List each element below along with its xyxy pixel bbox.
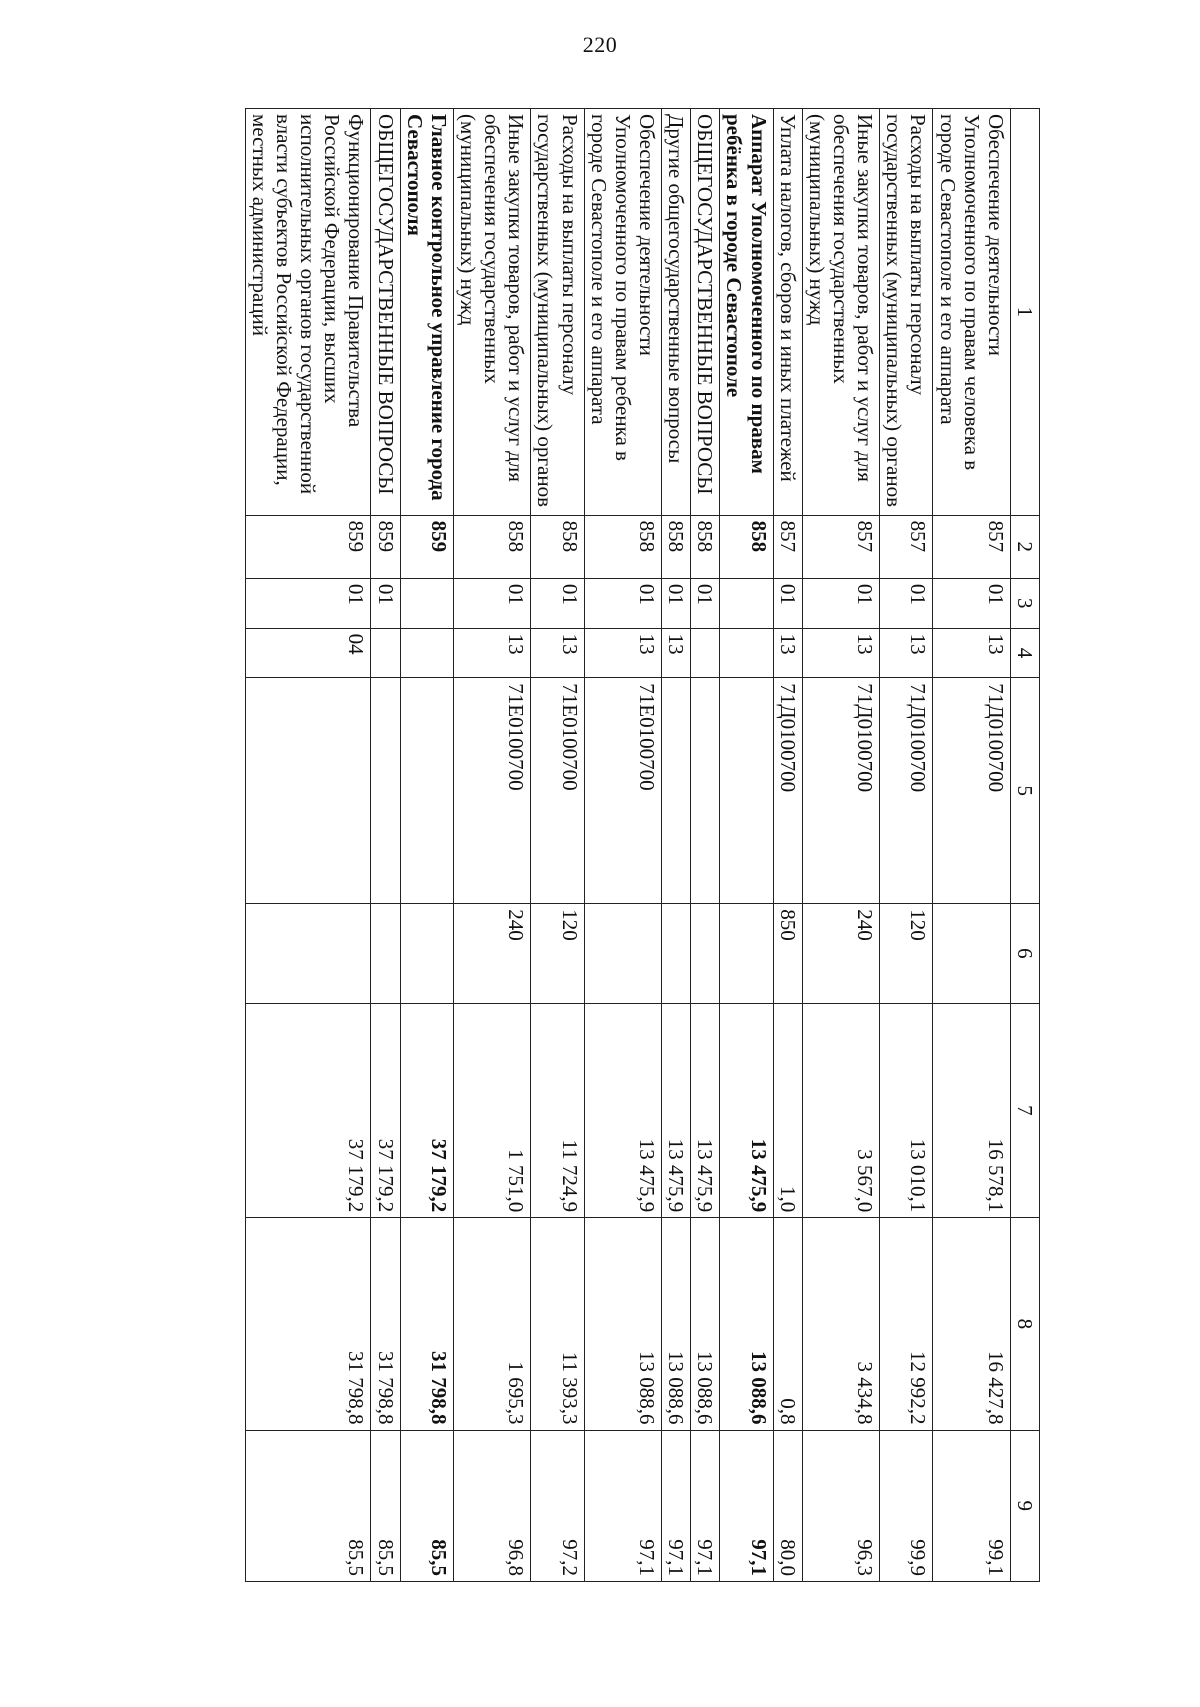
executed-amount: 13 088,6 — [691, 1218, 720, 1430]
rotated-table-container — [200, 108, 1040, 1582]
subsection-code — [720, 628, 773, 678]
section-code: 01 — [584, 578, 661, 628]
target-article-code: 71Е0100700 — [531, 678, 584, 904]
execution-percent: 97,2 — [531, 1430, 584, 1581]
table-row — [720, 109, 773, 1582]
section-code: 01 — [691, 578, 720, 628]
execution-percent: 97,1 — [720, 1430, 773, 1581]
planned-amount: 13 475,9 — [720, 1003, 773, 1218]
planned-amount: 1,0 — [773, 1003, 802, 1218]
column-header-1: 1 — [1010, 109, 1039, 516]
subsection-code — [400, 628, 453, 678]
section-code: 01 — [933, 578, 1010, 628]
table-row — [691, 109, 720, 1582]
expense-type-code: 120 — [880, 904, 933, 1003]
expense-type-code: 240 — [453, 904, 530, 1003]
executed-amount: 31 798,8 — [400, 1218, 453, 1430]
column-header-8: 8 — [1010, 1218, 1039, 1430]
admin-code: 858 — [584, 515, 661, 578]
row-label: Главное контрольное управление города Севастополя — [400, 109, 453, 516]
expense-type-code — [691, 904, 720, 1003]
admin-code: 858 — [691, 515, 720, 578]
page-number: 220 — [582, 32, 618, 57]
section-code: 01 — [453, 578, 530, 628]
table-row — [933, 109, 1010, 1582]
target-article-code — [662, 678, 691, 904]
expense-type-code — [371, 904, 400, 1003]
target-article-code: 71Д0100700 — [933, 678, 1010, 904]
planned-amount: 3 567,0 — [802, 1003, 879, 1218]
execution-percent: 85,5 — [371, 1430, 400, 1581]
execution-percent: 80,0 — [773, 1430, 802, 1581]
executed-amount: 31 798,8 — [371, 1218, 400, 1430]
subsection-code — [371, 628, 400, 678]
target-article-code — [400, 678, 453, 904]
subsection-code: 13 — [802, 628, 879, 678]
section-code: 01 — [662, 578, 691, 628]
admin-code: 857 — [773, 515, 802, 578]
admin-code: 858 — [720, 515, 773, 578]
subsection-code: 13 — [933, 628, 1010, 678]
execution-percent: 99,9 — [880, 1430, 933, 1581]
target-article-code: 71Д0100700 — [880, 678, 933, 904]
admin-code: 859 — [245, 515, 371, 578]
expense-type-code: 240 — [802, 904, 879, 1003]
executed-amount: 13 088,6 — [584, 1218, 661, 1430]
planned-amount: 11 724,9 — [531, 1003, 584, 1218]
expense-type-code — [933, 904, 1010, 1003]
row-label: Иные закупки товаров, работ и услуг для обеспечения государственных (муниципальных) нужд — [453, 109, 530, 516]
column-header-3: 3 — [1010, 578, 1039, 628]
execution-percent: 97,1 — [584, 1430, 661, 1581]
planned-amount: 13 010,1 — [880, 1003, 933, 1218]
expense-type-code: 850 — [773, 904, 802, 1003]
target-article-code: 71Д0100700 — [802, 678, 879, 904]
executed-amount: 13 088,6 — [720, 1218, 773, 1430]
executed-amount: 11 393,3 — [531, 1218, 584, 1430]
row-label: Иные закупки товаров, работ и услуг для обеспечения государственных (муниципальных) нужд — [802, 109, 879, 516]
column-header-5: 5 — [1010, 678, 1039, 904]
subsection-code: 13 — [773, 628, 802, 678]
planned-amount: 13 475,9 — [691, 1003, 720, 1218]
row-label: Другие общегосударственные вопросы — [662, 109, 691, 516]
admin-code: 859 — [400, 515, 453, 578]
expense-type-code — [584, 904, 661, 1003]
subsection-code: 13 — [880, 628, 933, 678]
table-row — [662, 109, 691, 1582]
row-label: Аппарат Уполномоченного по правам ребёнка в городе Севастополе — [720, 109, 773, 516]
subsection-code: 13 — [584, 628, 661, 678]
target-article-code: 71Е0100700 — [453, 678, 530, 904]
executed-amount: 1 695,3 — [453, 1218, 530, 1430]
row-label: Функционирование Правительства Российской Федерации, высших исполнительных органов государственной власти субъектов Российской Федерации, местных администраций — [245, 109, 371, 516]
executed-amount: 12 992,2 — [880, 1218, 933, 1430]
column-header-7: 7 — [1010, 1003, 1039, 1218]
table-row — [531, 109, 584, 1582]
table-row — [880, 109, 933, 1582]
planned-amount: 1 751,0 — [453, 1003, 530, 1218]
planned-amount: 13 475,9 — [584, 1003, 661, 1218]
execution-percent: 85,5 — [400, 1430, 453, 1581]
target-article-code: 71Д0100700 — [773, 678, 802, 904]
expense-type-code — [400, 904, 453, 1003]
executed-amount: 31 798,8 — [245, 1218, 371, 1430]
admin-code: 859 — [371, 515, 400, 578]
table-body — [245, 109, 1010, 1582]
target-article-code: 71Е0100700 — [584, 678, 661, 904]
column-header-4: 4 — [1010, 628, 1039, 678]
target-article-code — [245, 678, 371, 904]
execution-percent: 97,1 — [691, 1430, 720, 1581]
row-label: Обеспечение деятельности Уполномоченного по правам человека в городе Севастополе и его аппарата — [933, 109, 1010, 516]
planned-amount: 37 179,2 — [245, 1003, 371, 1218]
execution-percent: 96,8 — [453, 1430, 530, 1581]
expense-type-code — [245, 904, 371, 1003]
section-code — [720, 578, 773, 628]
budget-table — [245, 108, 1040, 1582]
admin-code: 857 — [880, 515, 933, 578]
execution-percent: 85,5 — [245, 1430, 371, 1581]
table-row — [453, 109, 530, 1582]
table-row — [802, 109, 879, 1582]
section-code: 01 — [245, 578, 371, 628]
row-label: ОБЩЕГОСУДАРСТВЕННЫЕ ВОПРОСЫ — [691, 109, 720, 516]
section-code: 01 — [802, 578, 879, 628]
table-row — [245, 109, 371, 1582]
row-label: Уплата налогов, сборов и иных платежей — [773, 109, 802, 516]
subsection-code: 13 — [662, 628, 691, 678]
section-code: 01 — [371, 578, 400, 628]
admin-code: 858 — [531, 515, 584, 578]
section-code — [400, 578, 453, 628]
column-header-6: 6 — [1010, 904, 1039, 1003]
admin-code: 857 — [933, 515, 1010, 578]
table-row — [773, 109, 802, 1582]
column-header-2: 2 — [1010, 515, 1039, 578]
section-code: 01 — [773, 578, 802, 628]
planned-amount: 13 475,9 — [662, 1003, 691, 1218]
executed-amount: 0,8 — [773, 1218, 802, 1430]
expense-type-code — [662, 904, 691, 1003]
table-row — [400, 109, 453, 1582]
row-label: ОБЩЕГОСУДАРСТВЕННЫЕ ВОПРОСЫ — [371, 109, 400, 516]
column-header-9: 9 — [1010, 1430, 1039, 1581]
subsection-code: 13 — [453, 628, 530, 678]
row-label: Расходы на выплаты персоналу государственных (муниципальных) органов — [531, 109, 584, 516]
admin-code: 858 — [453, 515, 530, 578]
executed-amount: 3 434,8 — [802, 1218, 879, 1430]
section-code: 01 — [531, 578, 584, 628]
table-header-row — [1010, 109, 1039, 1582]
planned-amount: 16 578,1 — [933, 1003, 1010, 1218]
target-article-code — [371, 678, 400, 904]
expense-type-code — [720, 904, 773, 1003]
expense-type-code: 120 — [531, 904, 584, 1003]
table-row — [584, 109, 661, 1582]
execution-percent: 96,3 — [802, 1430, 879, 1581]
execution-percent: 99,1 — [933, 1430, 1010, 1581]
executed-amount: 13 088,6 — [662, 1218, 691, 1430]
row-label: Обеспечение деятельности Уполномоченного по правам ребенка в городе Севастополе и его аппарата — [584, 109, 661, 516]
row-label: Расходы на выплаты персоналу государственных (муниципальных) органов — [880, 109, 933, 516]
subsection-code: 13 — [531, 628, 584, 678]
admin-code: 857 — [802, 515, 879, 578]
target-article-code — [691, 678, 720, 904]
planned-amount: 37 179,2 — [400, 1003, 453, 1218]
table-row — [371, 109, 400, 1582]
subsection-code: 04 — [245, 628, 371, 678]
planned-amount: 37 179,2 — [371, 1003, 400, 1218]
subsection-code — [691, 628, 720, 678]
executed-amount: 16 427,8 — [933, 1218, 1010, 1430]
target-article-code — [720, 678, 773, 904]
admin-code: 858 — [662, 515, 691, 578]
section-code: 01 — [880, 578, 933, 628]
execution-percent: 97,1 — [662, 1430, 691, 1581]
